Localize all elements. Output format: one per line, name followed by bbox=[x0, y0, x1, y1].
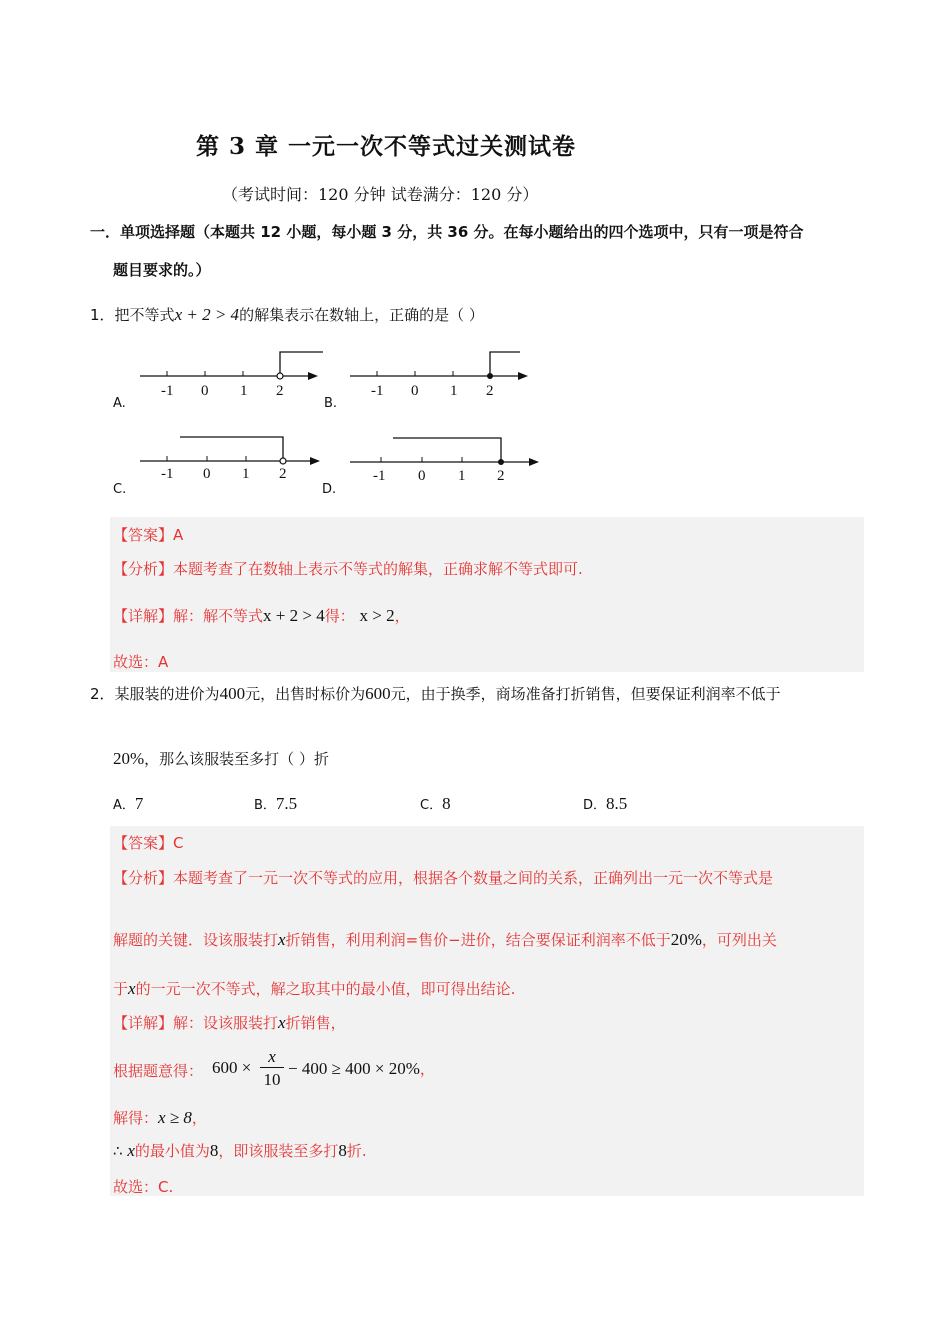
q1-answer: 【答案】A bbox=[113, 526, 184, 544]
section-heading-cont: 题目要求的。） bbox=[113, 261, 211, 279]
svg-text:-1: -1 bbox=[373, 468, 386, 484]
page-title: 第 3 章 一元一次不等式过关测试卷 bbox=[196, 133, 577, 160]
q1-solution-box bbox=[110, 517, 864, 672]
q1-choose: 故选：A bbox=[113, 653, 169, 671]
q2-fraction-numerator: x bbox=[268, 1047, 276, 1066]
svg-text:1: 1 bbox=[458, 468, 466, 484]
q2-solve: 解得：x ≥ 8， bbox=[113, 1108, 207, 1127]
q2-conclusion: ∴ x的最小值为8，即该服装至多打8折. bbox=[113, 1141, 367, 1160]
q2-detail-line2-label: 根据题意得： bbox=[113, 1062, 204, 1080]
q2-analysis-line2: 解题的关键．设该服装打x折销售，利用利润=售价−进价，结合要保证利润率不低于20%，可列出关 bbox=[113, 930, 777, 949]
q1-stem: 1．把不等式x + 2 > 4的解集表示在数轴上，正确的是（ ） bbox=[90, 305, 484, 324]
q2-option-a[interactable]: A．7 bbox=[113, 794, 144, 813]
q1-option-a-numberline[interactable] bbox=[130, 345, 330, 400]
section-heading: 一．单项选择题（本题共 12 小题，每小题 3 分，共 36 分。在每小题给出的四个选项中，只有一项是符合 bbox=[90, 223, 804, 241]
svg-text:-1: -1 bbox=[161, 466, 174, 482]
svg-text:1: 1 bbox=[450, 383, 458, 399]
q2-equation-600: 600 × bbox=[212, 1058, 252, 1077]
svg-text:1: 1 bbox=[242, 466, 250, 482]
q1-option-d-numberline[interactable] bbox=[340, 430, 550, 485]
svg-text:0: 0 bbox=[201, 383, 209, 399]
svg-text:2: 2 bbox=[276, 383, 284, 399]
q2-fraction-bar bbox=[260, 1067, 284, 1068]
svg-text:1: 1 bbox=[240, 383, 248, 399]
q2-analysis-line1: 【分析】本题考查了一元一次不等式的应用，根据各个数量之间的关系，正确列出一元一次不等式是 bbox=[113, 869, 774, 887]
svg-text:-1: -1 bbox=[161, 383, 174, 399]
q2-stem-cont: 20%，那么该服装至多打（ ）折 bbox=[113, 749, 329, 768]
q1-option-c-numberline[interactable] bbox=[130, 430, 330, 485]
q2-option-b[interactable]: B．7.5 bbox=[254, 794, 298, 813]
q1-option-a-label[interactable]: A. bbox=[113, 396, 126, 411]
q1-option-b-label[interactable]: B. bbox=[324, 396, 338, 411]
q2-stem: 2．某服装的进价为400元，出售时标价为600元，由于换季，商场准备打折销售，但要保证利润率不低于 bbox=[90, 684, 781, 703]
svg-text:2: 2 bbox=[497, 468, 505, 484]
svg-text:0: 0 bbox=[418, 468, 426, 484]
q2-fraction-denominator: 10 bbox=[263, 1070, 281, 1089]
q2-choose: 故选：C. bbox=[113, 1178, 174, 1196]
q2-number: 2． bbox=[90, 685, 115, 703]
svg-text:2: 2 bbox=[279, 466, 287, 482]
q2-analysis-line3: 于x的一元一次不等式，解之取其中的最小值，即可得出结论. bbox=[113, 979, 516, 998]
q2-answer: 【答案】C bbox=[113, 834, 184, 852]
q2-option-d[interactable]: D．8.5 bbox=[583, 794, 628, 813]
q1-inequality: x + 2 > 4 bbox=[174, 305, 240, 324]
svg-text:2: 2 bbox=[486, 383, 494, 399]
q1-analysis: 【分析】本题考查了在数轴上表示不等式的解集，正确求解不等式即可. bbox=[113, 560, 583, 578]
q2-option-c[interactable]: C．8 bbox=[420, 794, 451, 813]
q2-equation-rest: − 400 ≥ 400 × 20%， bbox=[288, 1059, 435, 1078]
q1-option-b-numberline[interactable] bbox=[340, 345, 540, 400]
svg-text:0: 0 bbox=[203, 466, 211, 482]
svg-text:0: 0 bbox=[411, 383, 419, 399]
q1-detail: 【详解】解：解不等式x + 2 > 4得： x > 2， bbox=[113, 606, 410, 625]
q2-detail-line1: 【详解】解：设该服装打x折销售， bbox=[113, 1013, 346, 1032]
q1-number: 1． bbox=[90, 306, 115, 324]
q1-option-d-label[interactable]: D. bbox=[322, 482, 337, 497]
svg-text:-1: -1 bbox=[371, 383, 384, 399]
exam-info: （考试时间：120 分钟 试卷满分：120 分） bbox=[222, 185, 539, 204]
q1-option-c-label[interactable]: C. bbox=[113, 482, 127, 497]
